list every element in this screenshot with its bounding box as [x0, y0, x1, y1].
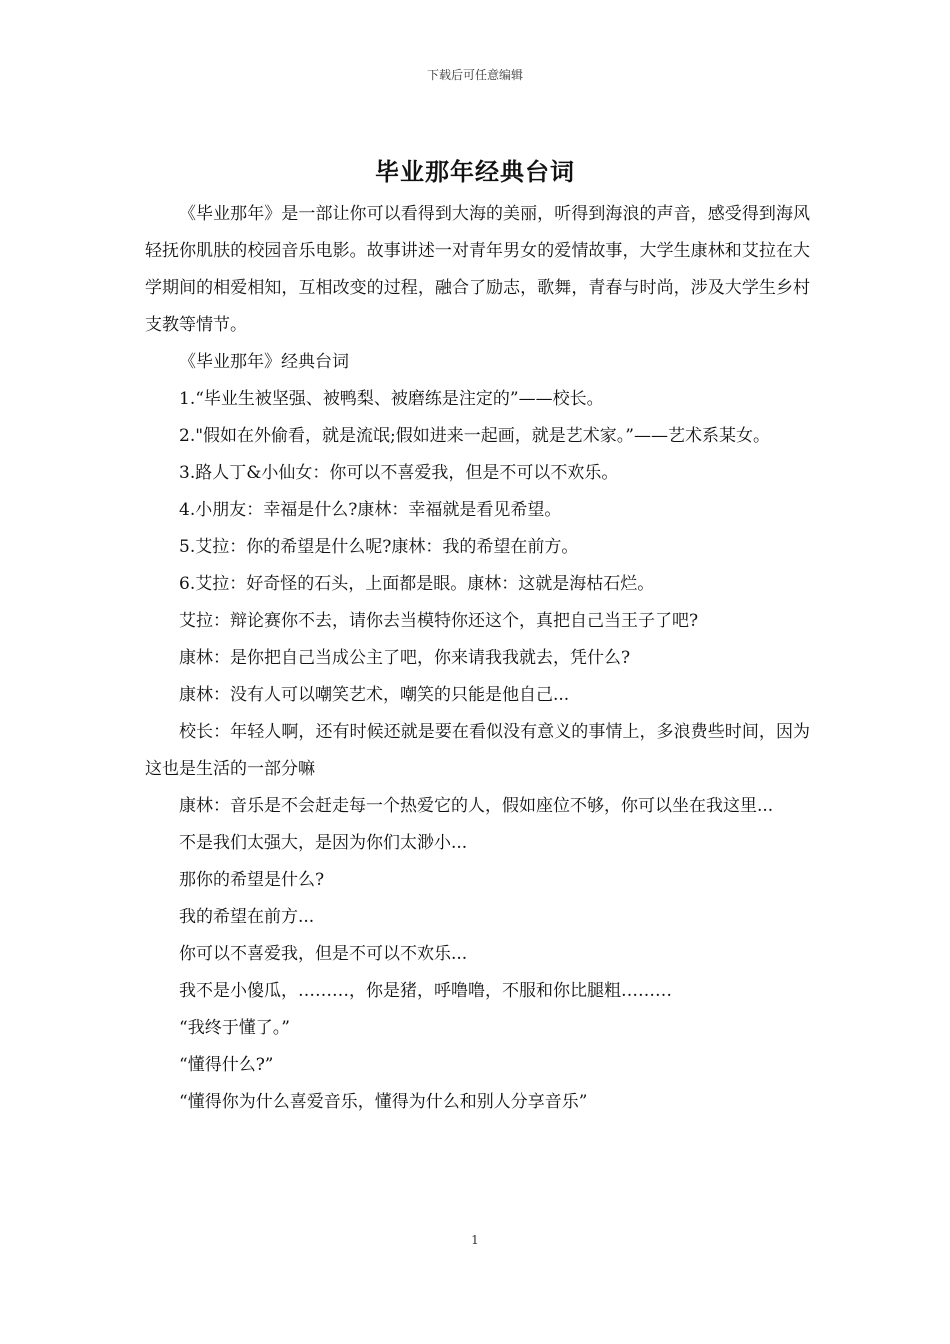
paragraph: 我不是小傻瓜，………，你是猪，呼噜噜，不服和你比腿粗……… [179, 981, 672, 1001]
paragraph: 3.路人丁&小仙女：你可以不喜爱我，但是不可以不欢乐。 [179, 463, 619, 483]
paragraph: 你可以不喜爱我，但是不可以不欢乐... [179, 944, 468, 964]
paragraph: 6.艾拉：好奇怪的石头，上面都是眼。康林：这就是海枯石烂。 [179, 574, 655, 594]
paragraph: 康林：是你把自己当成公主了吧，你来请我我就去，凭什么? [179, 648, 631, 668]
paragraph: 5.艾拉：你的希望是什么呢?康林：我的希望在前方。 [179, 537, 579, 557]
document-title: 毕业那年经典台词 [375, 158, 575, 186]
paragraph: 1.“毕业生被坚强、被鸭梨、被磨练是注定的”——校长。 [179, 389, 604, 409]
paragraph: 4.小朋友：幸福是什么?康林：幸福就是看见希望。 [179, 500, 562, 520]
paragraph: 《毕业那年》是一部让你可以看得到大海的美丽，听得到海浪的声音，感受得到海风轻抚你肌肤的校园音乐电影。故事讲述一对青年男女的爱情故事，大学生康林和艾拉在大学期间的相爱相知，互相改变的过程，融合了励志，歌舞，青春与时尚，涉及大学生乡村支教等情节。 [145, 204, 810, 335]
document-body [145, 196, 810, 1121]
paragraph: 我的希望在前方... [179, 907, 315, 927]
paragraph: 校长：年轻人啊，还有时候还就是要在看似没有意义的事情上，多浪费些时间，因为这也是生活的一部分嘛 [145, 722, 810, 779]
paragraph: 康林：音乐是不会赶走每一个热爱它的人，假如座位不够，你可以坐在我这里... [179, 796, 774, 816]
paragraph: “我终于懂了。” [179, 1018, 290, 1038]
paragraph: “懂得你为什么喜爱音乐，懂得为什么和别人分享音乐” [179, 1092, 588, 1112]
paragraph: 康林：没有人可以嘲笑艺术，嘲笑的只能是他自己... [179, 685, 570, 705]
header-note: 下载后可任意编辑 [426, 68, 523, 82]
paragraph: 不是我们太强大，是因为你们太渺小... [179, 833, 468, 853]
paragraph: “懂得什么?” [179, 1055, 274, 1075]
paragraph: 2."假如在外偷看，就是流氓;假如进来一起画，就是艺术家。”——艺术系某女。 [179, 426, 770, 446]
paragraph: 《毕业那年》经典台词 [179, 352, 349, 372]
paragraph: 那你的希望是什么? [179, 870, 325, 890]
page-number: 1 [471, 1233, 479, 1247]
paragraph: 艾拉：辩论赛你不去，请你去当模特你还这个，真把自己当王子了吧? [179, 611, 699, 631]
